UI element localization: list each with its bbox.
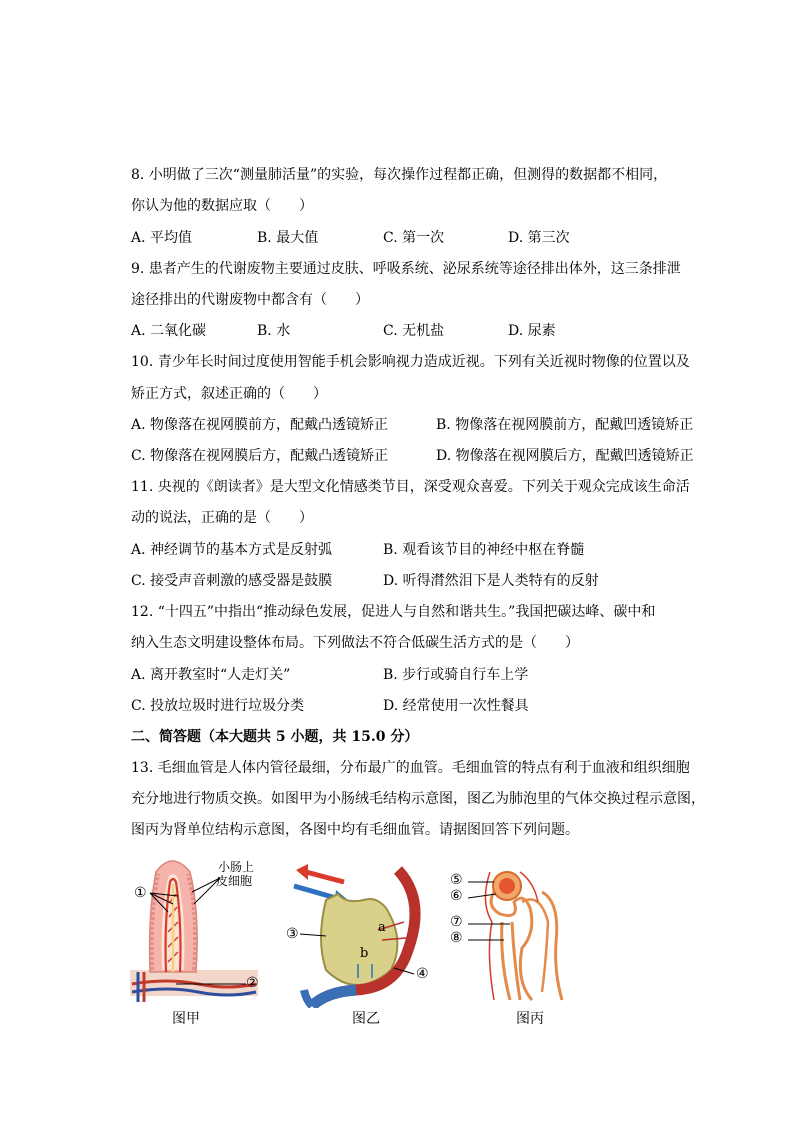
caption-bing: 图丙: [516, 1011, 544, 1027]
q12-option-d: D. 经常使用一次性餐具: [383, 698, 529, 714]
label-mark-8: ⑧: [450, 930, 463, 946]
proximal-tubule: [491, 892, 532, 1000]
q12-line1: 12. “十四五”中指出“推动绿色发展，促进人与自然和谐共生。”我国把碳达峰、碳中和: [131, 604, 656, 620]
q12-option-a: A. 离开教室时“人走灯关”: [131, 667, 291, 683]
q8-option-c: C. 第一次: [383, 230, 445, 246]
q11-option-d: D. 听得潸然泪下是人类特有的反射: [383, 573, 599, 589]
q10-option-b: B. 物像落在视网膜前方，配戴凹透镜矫正: [436, 417, 694, 433]
q12-line2: 纳入生态文明建设整体布局。下列做法不符合低碳生活方式的是（ ）: [131, 635, 579, 651]
q10-option-c: C. 物像落在视网膜后方，配戴凸透镜矫正: [131, 448, 389, 464]
label-mark-5: ⑤: [450, 872, 463, 888]
air-in-arrow: [294, 886, 336, 898]
label-mark-7: ⑦: [450, 914, 463, 930]
q11-line2: 动的说法，正确的是（ ）: [131, 510, 313, 526]
figure-bing: [450, 862, 580, 1006]
q12-option-c: C. 投放垃圾时进行垃圾分类: [131, 698, 305, 714]
q11-option-b: B. 观看该节目的神经中枢在脊髓: [383, 542, 585, 558]
air-out-arrow: [306, 872, 344, 882]
caption-yi: 图乙: [352, 1011, 380, 1027]
nephron-diagram: [450, 862, 580, 1006]
q11-line1: 11. 央视的《朗读者》是大型文化情感类节目，深受观众喜爱。下列关于观众完成该生命活: [131, 479, 690, 495]
label-mark-3: ③: [286, 926, 299, 942]
alveolus-diagram: [286, 860, 436, 1008]
q10-line1: 10. 青少年长时间过度使用智能手机会影响视力造成近视。下列有关近视时物像的位置以及: [131, 354, 690, 370]
q10-line2: 矫正方式，叙述正确的（ ）: [131, 386, 327, 402]
q12-option-b: B. 步行或骑自行车上学: [383, 667, 529, 683]
q11-option-c: C. 接受声音刺激的感受器是鼓膜: [131, 573, 333, 589]
loop-descending: [502, 922, 510, 1000]
label-a: a: [378, 920, 386, 935]
figure-yi: [286, 860, 436, 1008]
q9-option-b: B. 水: [257, 323, 291, 339]
q8-option-a: A. 平均值: [131, 230, 193, 246]
collecting-duct: [542, 892, 562, 1000]
section-heading: 二、简答题（本大题共 5 小题，共 15.0 分）: [131, 729, 419, 745]
label-mark-6: ⑥: [450, 888, 463, 904]
q13-line2: 充分地进行物质交换。如图甲为小肠绒毛结构示意图，图乙为肺泡里的气体交换过程示意图，: [131, 791, 705, 807]
q9-option-d: D. 尿素: [508, 323, 556, 339]
loop-ascending: [512, 922, 520, 1000]
q9-option-a: A. 二氧化碳: [131, 323, 207, 339]
label-mark-2: ②: [246, 975, 259, 991]
peritubular-capillary: [485, 872, 494, 1000]
q8-line1: 8. 小明做了三次“测量肺活量”的实验，每次操作过程都正确，但测得的数据都不相同，: [131, 167, 668, 183]
q9-option-c: C. 无机盐: [383, 323, 445, 339]
q10-option-d: D. 物像落在视网膜后方，配戴凹透镜矫正: [436, 448, 694, 464]
q8-line2: 你认为他的数据应取（ ）: [131, 198, 313, 214]
q11-option-a: A. 神经调节的基本方式是反射弧: [131, 542, 333, 558]
caption-jia: 图甲: [172, 1011, 200, 1027]
label-mark-4: ④: [416, 966, 429, 982]
label-epithelium-bottom: 皮细胞: [216, 874, 253, 888]
label-mark-1: ①: [134, 885, 147, 901]
q10-option-a: A. 物像落在视网膜前方，配戴凸透镜矫正: [131, 417, 389, 433]
q8-option-b: B. 最大值: [257, 230, 319, 246]
label-b: b: [360, 946, 369, 961]
q13-line3: 图丙为肾单位结构示意图，各图中均有毛细血管。请据图回答下列问题。: [131, 822, 579, 838]
q9-line2: 途径排出的代谢废物中都含有（ ）: [131, 292, 369, 308]
q9-line1: 9. 患者产生的代谢废物主要通过皮肤、呼吸系统、泌尿系统等途径排出体外，这三条排泄: [131, 261, 681, 277]
q8-option-d: D. 第三次: [508, 230, 570, 246]
figure-jia: [128, 852, 278, 1004]
q13-line1: 13. 毛细血管是人体内管径最细，分布最广的血管。毛细血管的特点有利于血液和组织细胞: [131, 760, 690, 776]
label-epithelium-top: 小肠上: [218, 860, 255, 874]
